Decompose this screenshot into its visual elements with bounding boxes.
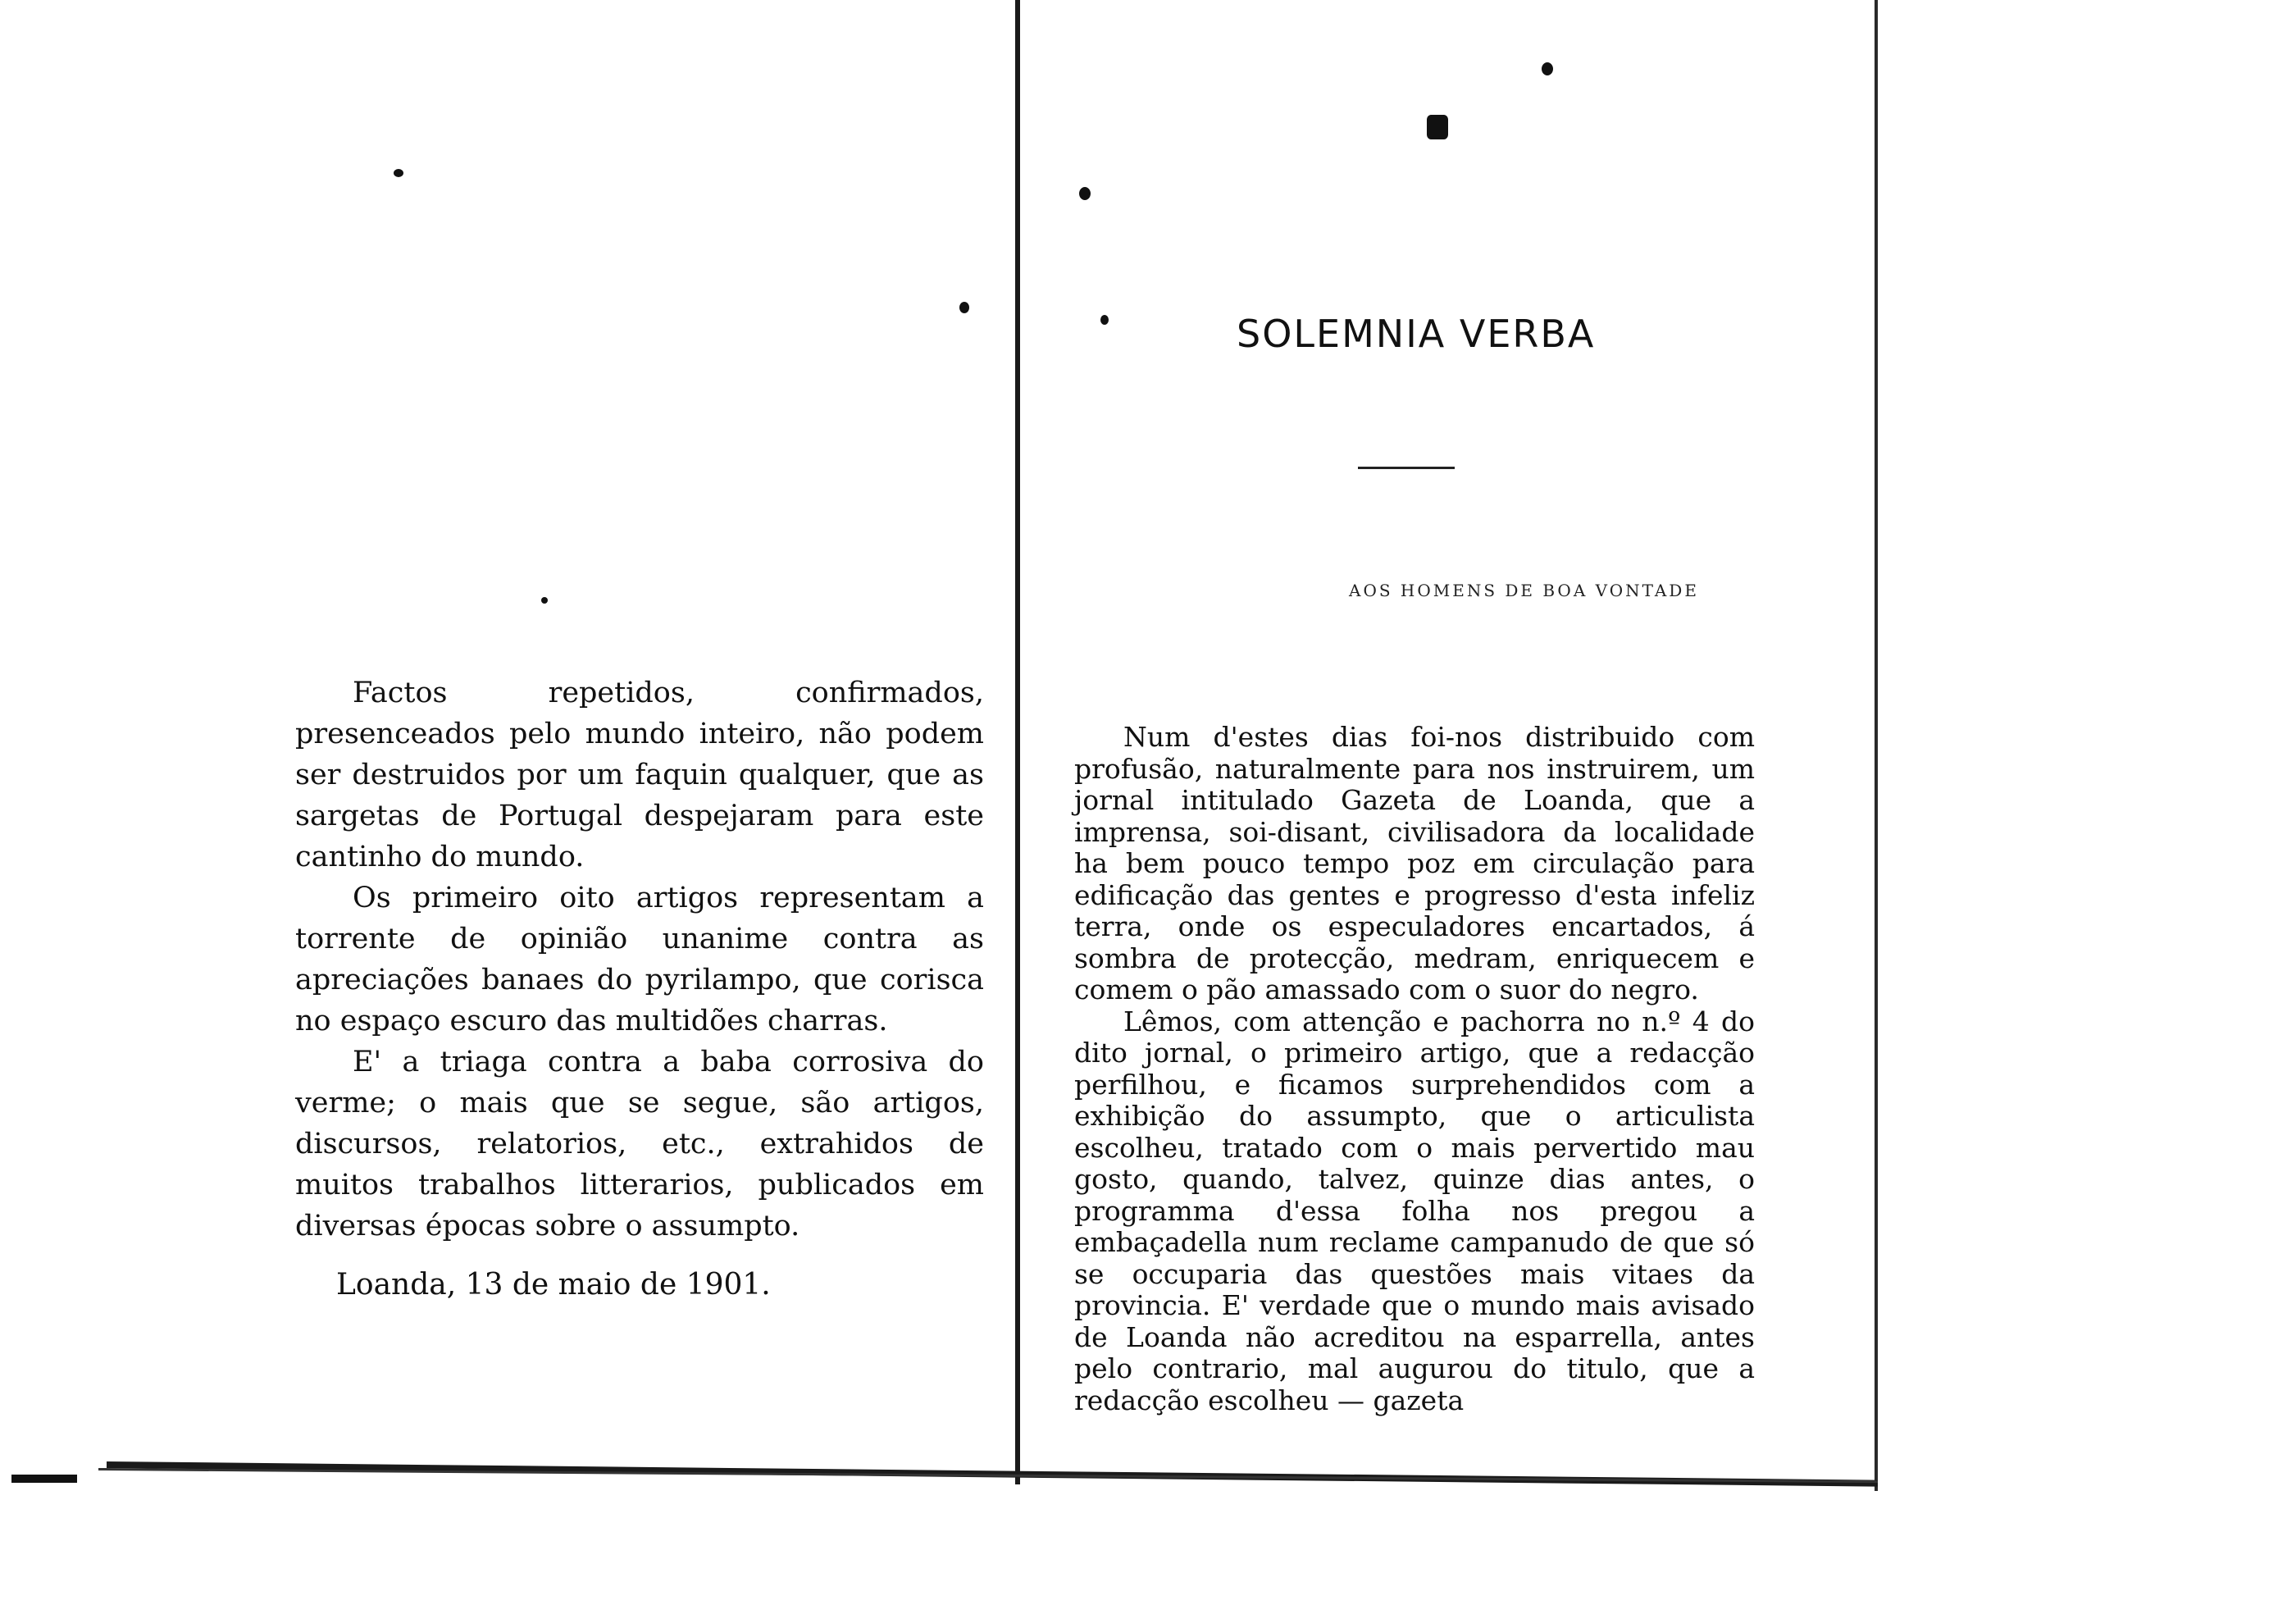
scan-speck: [1100, 315, 1109, 325]
right-page-text: [1074, 722, 1755, 1416]
paragraph: Factos repetidos, confirmados, presenceados pelo mundo inteiro, não podem ser destruidos por um faquin qualquer, que as sargetas de Portugal despejaram para este cantinho do mundo.: [295, 677, 984, 873]
page-title: SOLEMNIA VERBA: [1237, 312, 1596, 356]
scan-blot: [1427, 115, 1448, 139]
scan-speck: [959, 302, 969, 313]
left-page-text: [295, 672, 984, 1247]
title-rule: [1358, 467, 1455, 469]
right-page-edge: [1875, 0, 1878, 1491]
page-fold: [1015, 0, 1020, 1484]
dedication: AOS HOMENS DE BOA VONTADE: [1349, 581, 1699, 600]
scan-speck: [541, 597, 548, 604]
paragraph: Num d'estes dias foi-nos distribuido com profusão, naturalmente para nos instruirem, um jornal intitulado Gazeta de Loanda, que a imprensa, soi-disant, civilisadora da localidade ha bem pouco tempo poz em circulação para edificação das gentes e progresso d'esta infeliz terra, onde os especuladores encartados, á sombra de protecção, medram, enriquecem e comem o pão amassado com o suor do negro.: [1074, 721, 1755, 1005]
corner-mark: [11, 1475, 77, 1483]
scan-speck: [1079, 187, 1091, 200]
scan-speck: [394, 169, 403, 177]
dateline: Loanda, 13 de maio de 1901.: [336, 1268, 771, 1302]
paragraph: Os primeiro oito artigos representam a torrente de opinião unanime contra as apreciações banaes do pyrilampo, que corisca no espaço escuro das multidões charras.: [295, 882, 984, 1037]
paragraph: E' a triaga contra a baba corrosiva do verme; o mais que se segue, são artigos, discursos, relatorios, etc., extrahidos de muitos trabalhos litterarios, publicados em diversas épocas sobre o assumpto.: [295, 1046, 984, 1242]
paragraph: Lêmos, com attenção e pachorra no n.º 4 do dito jornal, o primeiro artigo, que a redacção perfilhou, e ficamos surprehendidos com a exhibição do assumpto, que o articulista escolheu, tratado com o mais pervertido mau gosto, quando, talvez, quinze dias antes, o programma d'essa folha nos pregou a embaçadella num reclame campanudo de que só se occuparia das questões mais vitaes da provincia. E' verdade que o mundo mais avisado de Loanda não acreditou na esparrella, antes pelo contrario, mal augurou do titulo, que a redacção escolheu — gazeta: [1074, 1005, 1755, 1416]
scan-speck: [1542, 62, 1553, 75]
